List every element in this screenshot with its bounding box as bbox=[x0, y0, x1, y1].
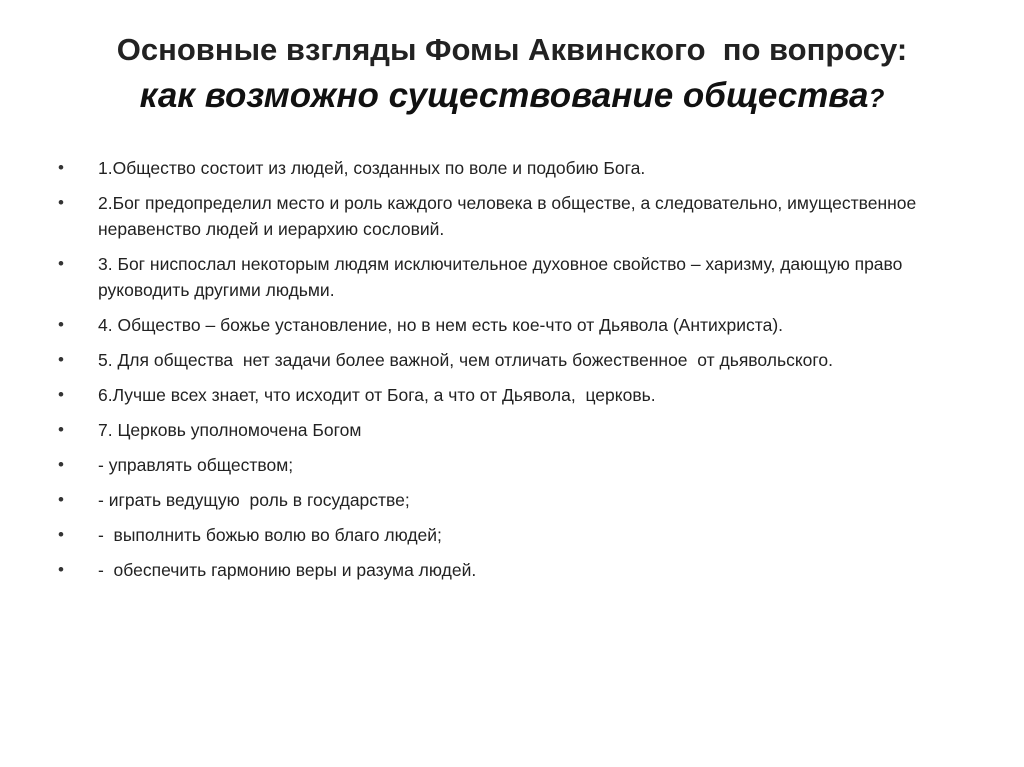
bullet-item bbox=[58, 557, 958, 583]
title-line-2-text: как возможно существование общества bbox=[139, 76, 869, 115]
title-line-2 bbox=[40, 72, 984, 122]
bullet-item bbox=[58, 487, 958, 513]
bullet-text: - играть ведущую роль в государстве; bbox=[98, 490, 410, 510]
slide-title bbox=[40, 28, 984, 122]
bullet-dot: • bbox=[58, 420, 64, 439]
bullet-dot: • bbox=[58, 560, 64, 579]
bullet-item bbox=[58, 522, 958, 548]
bullet-item bbox=[58, 251, 958, 303]
bullet-dot: • bbox=[58, 455, 64, 474]
bullet-dot: • bbox=[58, 193, 64, 212]
bullet-text: 4. Общество – божье установление, но в нем есть кое-что от Дьявола (Антихриста). bbox=[98, 315, 784, 335]
bullet-text: - обеспечить гармонию веры и разума людей. bbox=[98, 560, 477, 580]
bullet-text: 3. Бог ниспослал некоторым людям исключительное духовное свойство – харизму, дающую право руководить другими людьми. bbox=[98, 254, 908, 300]
bullet-item bbox=[58, 382, 958, 408]
bullet-item bbox=[58, 417, 958, 443]
title-question-mark: ? bbox=[868, 83, 885, 113]
bullet-dot: • bbox=[58, 315, 64, 334]
bullet-text: 5. Для общества нет задачи более важной, чем отличать божественное от дьявольского. bbox=[98, 350, 833, 370]
bullet-item bbox=[58, 155, 958, 181]
bullet-dot: • bbox=[58, 254, 64, 273]
bullet-text: - выполнить божью волю во благо людей; bbox=[98, 525, 442, 545]
bullet-list bbox=[58, 155, 958, 592]
bullet-item bbox=[58, 312, 958, 338]
bullet-text: - управлять обществом; bbox=[98, 455, 294, 475]
bullet-dot: • bbox=[58, 350, 64, 369]
bullet-item bbox=[58, 190, 958, 242]
bullet-dot: • bbox=[58, 525, 64, 544]
bullet-dot: • bbox=[58, 385, 64, 404]
bullet-text: 7. Церковь уполномочена Богом bbox=[98, 420, 362, 440]
title-line-1: Основные взгляды Фомы Аквинского по вопросу: bbox=[116, 32, 908, 67]
bullet-dot: • bbox=[58, 158, 64, 177]
bullet-text: 1.Общество состоит из людей, созданных по воле и подобию Бога. bbox=[98, 158, 646, 178]
bullet-item bbox=[58, 452, 958, 478]
bullet-text: 6.Лучше всех знает, что исходит от Бога, а что от Дьявола, церковь. bbox=[98, 385, 656, 405]
bullet-dot: • bbox=[58, 490, 64, 509]
bullet-item bbox=[58, 347, 958, 373]
bullet-text: 2.Бог предопределил место и роль каждого человека в обществе, а следовательно, имущественное неравенство людей и иерархию сословий. bbox=[98, 193, 922, 239]
